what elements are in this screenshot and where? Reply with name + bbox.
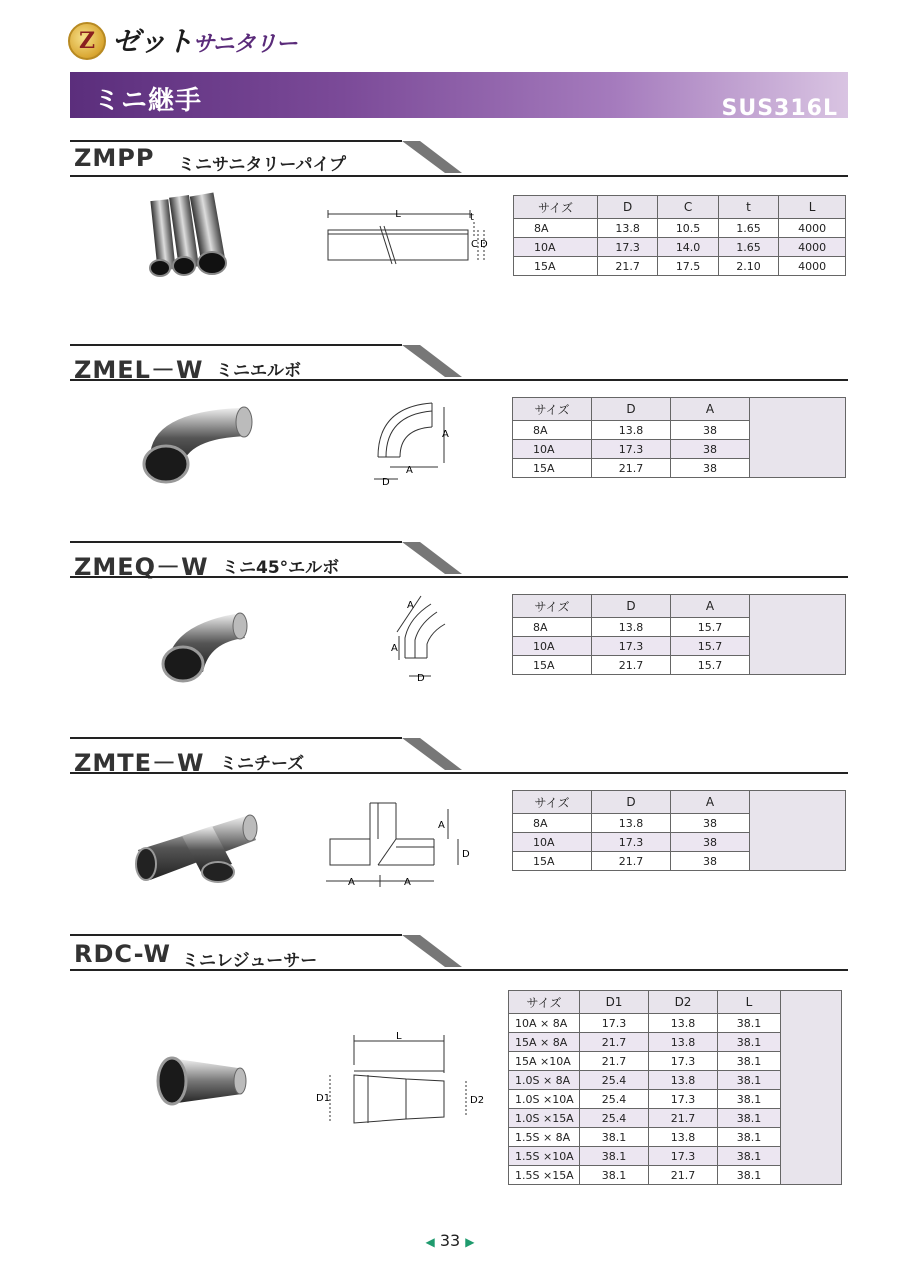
table-cell: 38.1	[718, 1033, 781, 1052]
brand-logo	[68, 20, 308, 64]
table-cell: 15.7	[671, 618, 750, 637]
section-code: ZMEQ－W	[74, 553, 209, 581]
table-cell: 21.7	[597, 257, 657, 276]
diagram-label-d2: D2	[470, 1095, 485, 1106]
logo-text-sub: サニタリー	[192, 32, 297, 57]
table-cell: 10.5	[658, 219, 718, 238]
blank-cell	[750, 398, 846, 478]
diagram-label-a3: A	[404, 877, 411, 888]
table-cell: 1.65	[718, 219, 778, 238]
table-cell: 8A	[513, 618, 592, 637]
diagram-label-a: A	[442, 429, 449, 440]
table-cell: 17.3	[580, 1014, 649, 1033]
section-rule	[70, 735, 850, 779]
table-cell: 17.3	[592, 637, 671, 656]
logo-mark: Z	[78, 28, 96, 54]
table-cell: 17.3	[649, 1090, 718, 1109]
table-cell: 1.5S ×10A	[509, 1147, 580, 1166]
table-cell: 25.4	[580, 1109, 649, 1128]
table-cell: 17.3	[592, 833, 671, 852]
section-code: ZMTE－W	[74, 749, 205, 777]
table-cell: 14.0	[658, 238, 718, 257]
diagram-label-a2: A	[406, 465, 413, 476]
section-rule	[70, 932, 850, 976]
table-cell: 13.8	[592, 814, 671, 833]
table-cell: 38	[671, 852, 750, 871]
diagram-label-a2: A	[391, 643, 398, 654]
table-cell: 17.3	[649, 1147, 718, 1166]
table-cell: 21.7	[580, 1033, 649, 1052]
table-cell: 17.5	[658, 257, 718, 276]
diagram-label-a: A	[438, 820, 445, 831]
column-header: サイズ	[514, 196, 598, 219]
table-cell: 1.65	[718, 238, 778, 257]
table-cell: 8A	[513, 421, 592, 440]
table-cell: 17.3	[649, 1052, 718, 1071]
table-cell: 38.1	[718, 1147, 781, 1166]
section-code: RDC-W	[74, 940, 171, 968]
table-row	[514, 219, 846, 238]
diagram-label-d: D	[382, 477, 390, 488]
table-cell: 38.1	[718, 1166, 781, 1185]
table-cell: 13.8	[649, 1071, 718, 1090]
diagram-label-a2: A	[348, 877, 355, 888]
column-header: A	[671, 595, 750, 618]
table-cell: 13.8	[649, 1128, 718, 1147]
blank-cell	[781, 991, 842, 1185]
table-cell: 1.0S ×15A	[509, 1109, 580, 1128]
diagram-label-d: D	[462, 849, 470, 860]
reducer-photo	[150, 1050, 255, 1110]
section-name: ミニレジューサー	[182, 951, 318, 971]
spec-table	[508, 990, 842, 1185]
table-cell: 21.7	[580, 1052, 649, 1071]
material-code: SUS316L	[721, 96, 838, 121]
page-title: ミニ継手	[94, 86, 203, 116]
table-cell: 38.1	[580, 1128, 649, 1147]
tee-photo	[128, 800, 268, 890]
table-cell: 10A	[513, 833, 592, 852]
table-cell: 21.7	[649, 1166, 718, 1185]
table-cell: 8A	[513, 814, 592, 833]
page-number-text: 33	[439, 1231, 461, 1250]
column-header: D	[592, 595, 671, 618]
section-name: ミニチーズ	[220, 754, 305, 774]
column-header: D1	[580, 991, 649, 1014]
column-header: A	[671, 791, 750, 814]
table-cell: 38	[671, 459, 750, 478]
table-cell: 1.0S ×10A	[509, 1090, 580, 1109]
column-header: サイズ	[513, 398, 592, 421]
table-cell: 13.8	[597, 219, 657, 238]
next-arrow-icon: ▶	[465, 1235, 475, 1249]
column-header: A	[671, 398, 750, 421]
column-header: C	[658, 196, 718, 219]
diagram-label-c: C	[471, 239, 478, 250]
table-cell: 38.1	[718, 1014, 781, 1033]
table-cell: 38	[671, 814, 750, 833]
section-rule	[70, 138, 850, 182]
diagram-label-d: D	[417, 673, 425, 684]
table-cell: 13.8	[592, 618, 671, 637]
table-cell: 2.10	[718, 257, 778, 276]
column-header: D	[597, 196, 657, 219]
table-cell: 15A	[513, 852, 592, 871]
table-cell: 15A	[513, 656, 592, 675]
column-header: サイズ	[513, 595, 592, 618]
elbow45-photo	[155, 608, 255, 688]
table-cell: 15A	[514, 257, 598, 276]
section-code: ZMEL－W	[74, 356, 204, 384]
table-cell: 4000	[779, 219, 846, 238]
table-cell: 21.7	[649, 1109, 718, 1128]
table-cell: 25.4	[580, 1071, 649, 1090]
section-name: ミニサニタリーパイプ	[178, 155, 346, 175]
table-cell: 10A	[513, 637, 592, 656]
section-name: ミニ45°エルボ	[222, 558, 340, 578]
table-cell: 4000	[779, 257, 846, 276]
table-cell: 8A	[514, 219, 598, 238]
table-cell: 21.7	[592, 852, 671, 871]
spec-table	[512, 790, 846, 871]
logo-text	[112, 20, 297, 60]
column-header: D	[592, 398, 671, 421]
blank-cell	[750, 791, 846, 871]
table-cell: 38.1	[718, 1052, 781, 1071]
table-cell: 13.8	[649, 1014, 718, 1033]
section-rule	[70, 342, 850, 386]
table-cell: 10A × 8A	[509, 1014, 580, 1033]
table-row	[514, 238, 846, 257]
table-cell: 15A ×10A	[509, 1052, 580, 1071]
spec-table	[513, 195, 846, 276]
table-cell: 38	[671, 421, 750, 440]
table-cell: 4000	[779, 238, 846, 257]
reducer-diagram	[310, 1025, 490, 1135]
table-cell: 15.7	[671, 656, 750, 675]
elbow-diagram	[362, 395, 472, 490]
section-rule	[70, 539, 850, 583]
prev-arrow-icon: ◀	[425, 1235, 435, 1249]
table-cell: 1.5S ×15A	[509, 1166, 580, 1185]
table-cell: 13.8	[592, 421, 671, 440]
table-cell: 21.7	[592, 656, 671, 675]
table-cell: 1.0S × 8A	[509, 1071, 580, 1090]
diagram-label-t: t	[470, 212, 474, 223]
diagram-label-d1: D1	[316, 1093, 331, 1104]
table-cell: 17.3	[597, 238, 657, 257]
table-cell: 17.3	[592, 440, 671, 459]
page-number	[0, 1231, 900, 1250]
table-cell: 13.8	[649, 1033, 718, 1052]
table-row	[514, 257, 846, 276]
table-cell: 15A × 8A	[509, 1033, 580, 1052]
column-header: D2	[649, 991, 718, 1014]
table-cell: 38.1	[718, 1128, 781, 1147]
column-header: t	[718, 196, 778, 219]
logo-text-main: ゼット	[112, 25, 193, 58]
column-header: サイズ	[509, 991, 580, 1014]
table-cell: 10A	[513, 440, 592, 459]
column-header: L	[779, 196, 846, 219]
table-cell: 38	[671, 440, 750, 459]
table-cell: 38	[671, 833, 750, 852]
table-cell: 1.5S × 8A	[509, 1128, 580, 1147]
column-header: サイズ	[513, 791, 592, 814]
spec-table	[512, 594, 846, 675]
table-cell: 38.1	[718, 1071, 781, 1090]
spec-table	[512, 397, 846, 478]
table-cell: 25.4	[580, 1090, 649, 1109]
column-header: D	[592, 791, 671, 814]
table-cell: 21.7	[592, 459, 671, 478]
diagram-label-d: D	[480, 239, 488, 250]
section-name: ミニエルボ	[216, 361, 301, 381]
elbow45-diagram	[385, 588, 465, 688]
table-cell: 10A	[514, 238, 598, 257]
column-header: L	[718, 991, 781, 1014]
diagram-label-l: L	[395, 209, 401, 220]
tee-diagram	[320, 795, 480, 890]
table-cell: 38.1	[718, 1090, 781, 1109]
table-cell: 15.7	[671, 637, 750, 656]
blank-cell	[750, 595, 846, 675]
table-cell: 38.1	[580, 1166, 649, 1185]
table-cell: 15A	[513, 459, 592, 478]
diagram-label-l: L	[396, 1031, 402, 1042]
elbow-photo	[130, 398, 260, 488]
pipe-diagram	[320, 200, 490, 270]
table-cell: 38.1	[580, 1147, 649, 1166]
diagram-label-a: A	[407, 600, 414, 611]
section-code: ZMPP	[74, 144, 155, 172]
table-cell: 38.1	[718, 1109, 781, 1128]
pipe-photo	[140, 190, 250, 280]
